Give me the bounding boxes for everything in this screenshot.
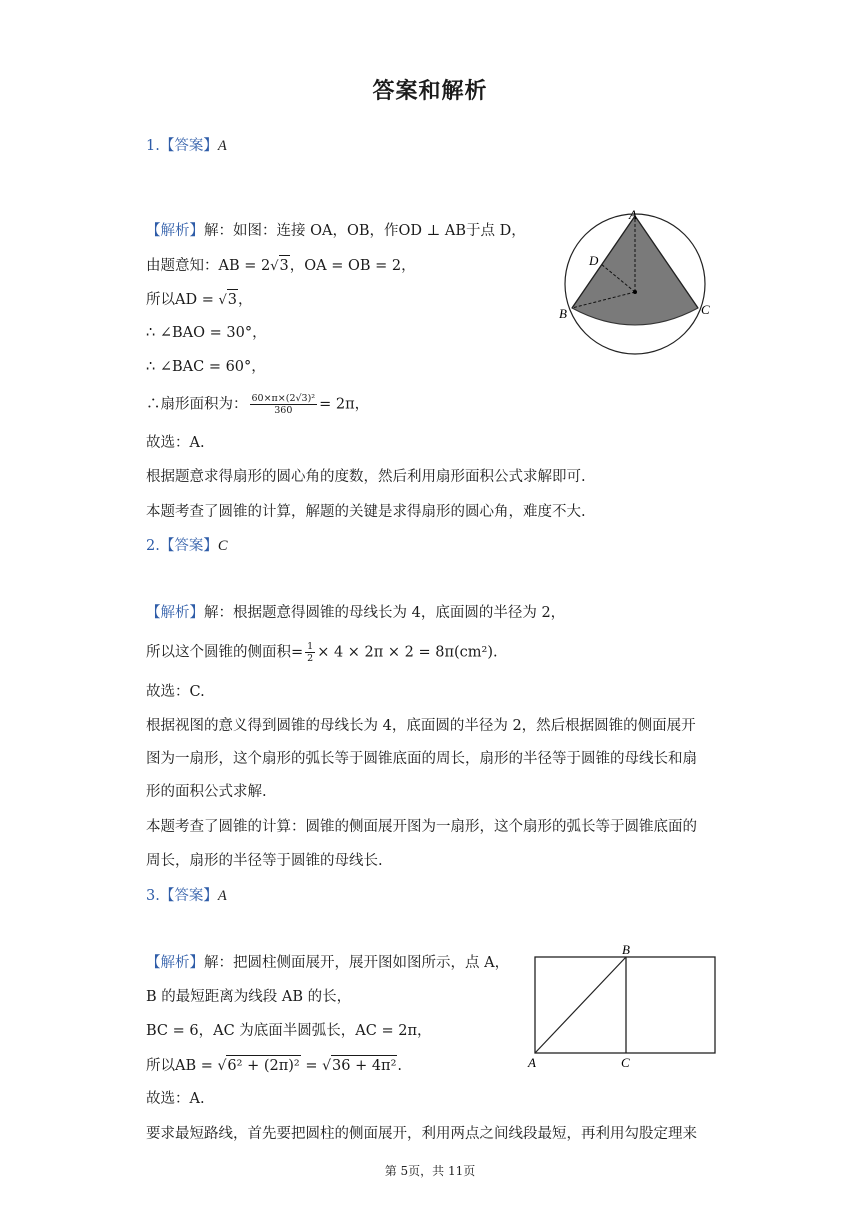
label-C: C (701, 302, 710, 317)
q2-explain-tag: 【解析】 (146, 605, 204, 621)
q1-l2-post: ，OA = OB = 2， (289, 258, 416, 274)
q2-fraction-numerator: 1 (307, 641, 314, 652)
q3-explain-line-3: BC = 6，AC 为底面半圆弧长，AC = 2π， (146, 1023, 432, 1039)
q3-answer (146, 886, 227, 906)
q2-fraction-denominator: 2 (307, 653, 314, 664)
q1-l3-pre: 所以AD = (146, 292, 219, 308)
q3-explain-line-2: B 的最短距离为线段 AB 的长， (146, 989, 352, 1005)
page-footer: 第 5页，共 11页 (384, 1164, 476, 1178)
q3-answer-value: A (217, 888, 227, 904)
q1-explain-text-1: 解：如图：连接 OA，OB，作OD ⊥ AB于点 D， (204, 223, 526, 239)
q3-number: 3. (146, 888, 160, 904)
q1-explain-line-9: 本题考查了圆锥的计算，解题的关键是求得扇形的圆心角，难度不大. (146, 504, 586, 520)
q3-l4-post: . (397, 1058, 403, 1074)
q2-explain-text-1: 解：根据题意得圆锥的母线长为 4，底面圆的半径为 2， (204, 605, 566, 621)
q1-l6-pre: ∴扇形面积为： (146, 396, 248, 413)
q1-answer-tag: 【答案】 (159, 138, 218, 154)
q1-l6-post: = 2π， (319, 396, 370, 413)
page-title: 答案和解析 (372, 79, 488, 104)
label-B: B (622, 942, 630, 957)
q1-sector-figure (555, 206, 720, 366)
rectangle-outline (535, 957, 715, 1053)
q1-l3-radicand: 3 (227, 289, 238, 310)
label-A: A (629, 207, 637, 222)
q1-l2-radicand: 3 (279, 255, 290, 276)
q1-explain-line-1 (146, 221, 526, 241)
q2-explain-line-5: 图为一扇形，这个扇形的弧长等于圆锥底面的周长，扇形的半径等于圆锥的母线长和扇 (146, 751, 697, 767)
q1-fraction-denominator: 360 (274, 405, 293, 416)
q1-explain-line-5: ∴ ∠BAC = 60°， (146, 359, 266, 375)
q1-fraction-numerator: 60×π×(2√3)² (251, 393, 316, 404)
label-B: B (559, 306, 567, 321)
q2-answer (146, 536, 228, 556)
q2-explain-line-3: 故选：C. (146, 684, 205, 700)
q2-explain-line-2 (146, 641, 498, 664)
q3-explain-line-5: 故选：A. (146, 1091, 205, 1107)
q3-l4-pre: 所以AB = (146, 1058, 218, 1074)
q2-explain-line-8: 周长，扇形的半径等于圆锥的母线长. (146, 853, 383, 869)
q1-area-fraction (250, 393, 318, 416)
q2-answer-tag: 【答案】 (159, 538, 218, 554)
q2-explain-line-7: 本题考查了圆锥的计算：圆锥的侧面展开图为一扇形，这个扇形的弧长等于圆锥底面的 (146, 819, 697, 835)
q1-explain-tag: 【解析】 (146, 223, 204, 239)
q1-answer-value: A (217, 138, 227, 154)
q1-explain-line-4: ∴ ∠BAO = 30°， (146, 325, 267, 341)
label-C: C (621, 1055, 630, 1070)
q1-explain-line-3: 所以AD = √3， (146, 289, 253, 311)
q2-l2-pre: 所以这个圆锥的侧面积= (146, 644, 304, 661)
q1-answer (146, 136, 227, 156)
q2-explain-line-6: 形的面积公式求解. (146, 784, 267, 800)
q3-l4-radicand-2: 36 + 4π² (331, 1055, 397, 1076)
q3-explain-line-4: 所以AB = √6² + (2π)² = √36 + 4π². (146, 1055, 402, 1076)
q3-explain-line-1 (146, 953, 509, 973)
label-D: D (589, 253, 599, 268)
q2-explain-line-4: 根据视图的意义得到圆锥的母线长为 4，底面圆的半径为 2，然后根据圆锥的侧面展开 (146, 718, 696, 734)
q2-explain-line-1 (146, 603, 565, 623)
segment-AB (535, 957, 626, 1053)
q2-number: 2. (146, 538, 160, 554)
q1-l2-pre: 由题意知：AB = 2 (146, 258, 271, 274)
q1-number: 1. (146, 138, 160, 154)
q2-answer-value: C (217, 538, 228, 554)
q2-half-fraction (305, 641, 315, 664)
q3-answer-tag: 【答案】 (159, 888, 218, 904)
q3-unrolled-cylinder-figure (524, 940, 724, 1072)
q1-explain-line-6 (146, 393, 369, 416)
q1-explain-line-2: 由题意知：AB = 2√3，OA = OB = 2， (146, 255, 416, 277)
label-A: A (528, 1055, 536, 1070)
q2-l2-post: × 4 × 2π × 2 = 8π(cm²). (317, 644, 498, 661)
q3-explain-tag: 【解析】 (146, 955, 204, 971)
q3-l4-mid: = (300, 1058, 323, 1074)
q1-explain-line-7: 故选：A. (146, 435, 205, 451)
q3-explain-text-1: 解：把圆柱侧面展开，展开图如图所示，点 A， (204, 955, 510, 971)
q3-l4-radicand-1: 6² + (2π)² (226, 1055, 300, 1076)
q1-explain-line-8: 根据题意求得扇形的圆心角的度数，然后利用扇形面积公式求解即可. (146, 469, 586, 485)
q3-explain-line-6: 要求最短路线，首先要把圆柱的侧面展开，利用两点之间线段最短，再利用勾股定理来 (146, 1126, 697, 1142)
q1-l3-post: ， (238, 292, 253, 308)
